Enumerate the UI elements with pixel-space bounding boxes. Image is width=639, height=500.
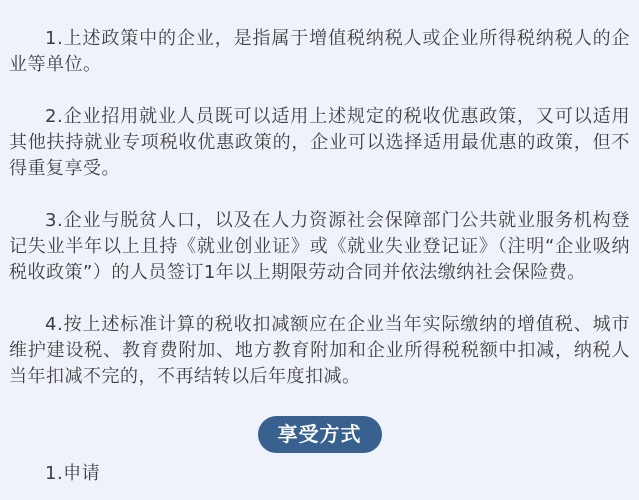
section-badge-enjoyment-method: 享受方式 [258,416,382,453]
policy-paragraph-3: 3.企业与脱贫人口，以及在人力资源社会保障部门公共就业服务机构登记失业半年以上且持《就业创业证》或《就业失业登记证》（注明“企业吸纳税收政策”）的人员签订1年以上期限劳动合同并依法缴纳社会保险费。 [9,210,630,283]
section-badge-row [9,416,630,453]
policy-paragraph-4: 4.按上述标准计算的税收扣减额应在企业当年实际缴纳的增值税、城市维护建设税、教育费附加、地方教育附加和企业所得税税额中扣减，纳税人当年扣减不完的，不再结转以后年度扣减。 [9,314,630,387]
policy-paragraph-2: 2.企业招用就业人员既可以适用上述规定的税收优惠政策，又可以适用其他扶持就业专项税收优惠政策的，企业可以选择适用最优惠的政策，但不得重复享受。 [9,106,630,179]
policy-paragraph-1: 1.上述政策中的企业，是指属于增值税纳税人或企业所得税纳税人的企业等单位。 [9,28,630,75]
application-section-first-line: 1.申请 [45,463,101,484]
